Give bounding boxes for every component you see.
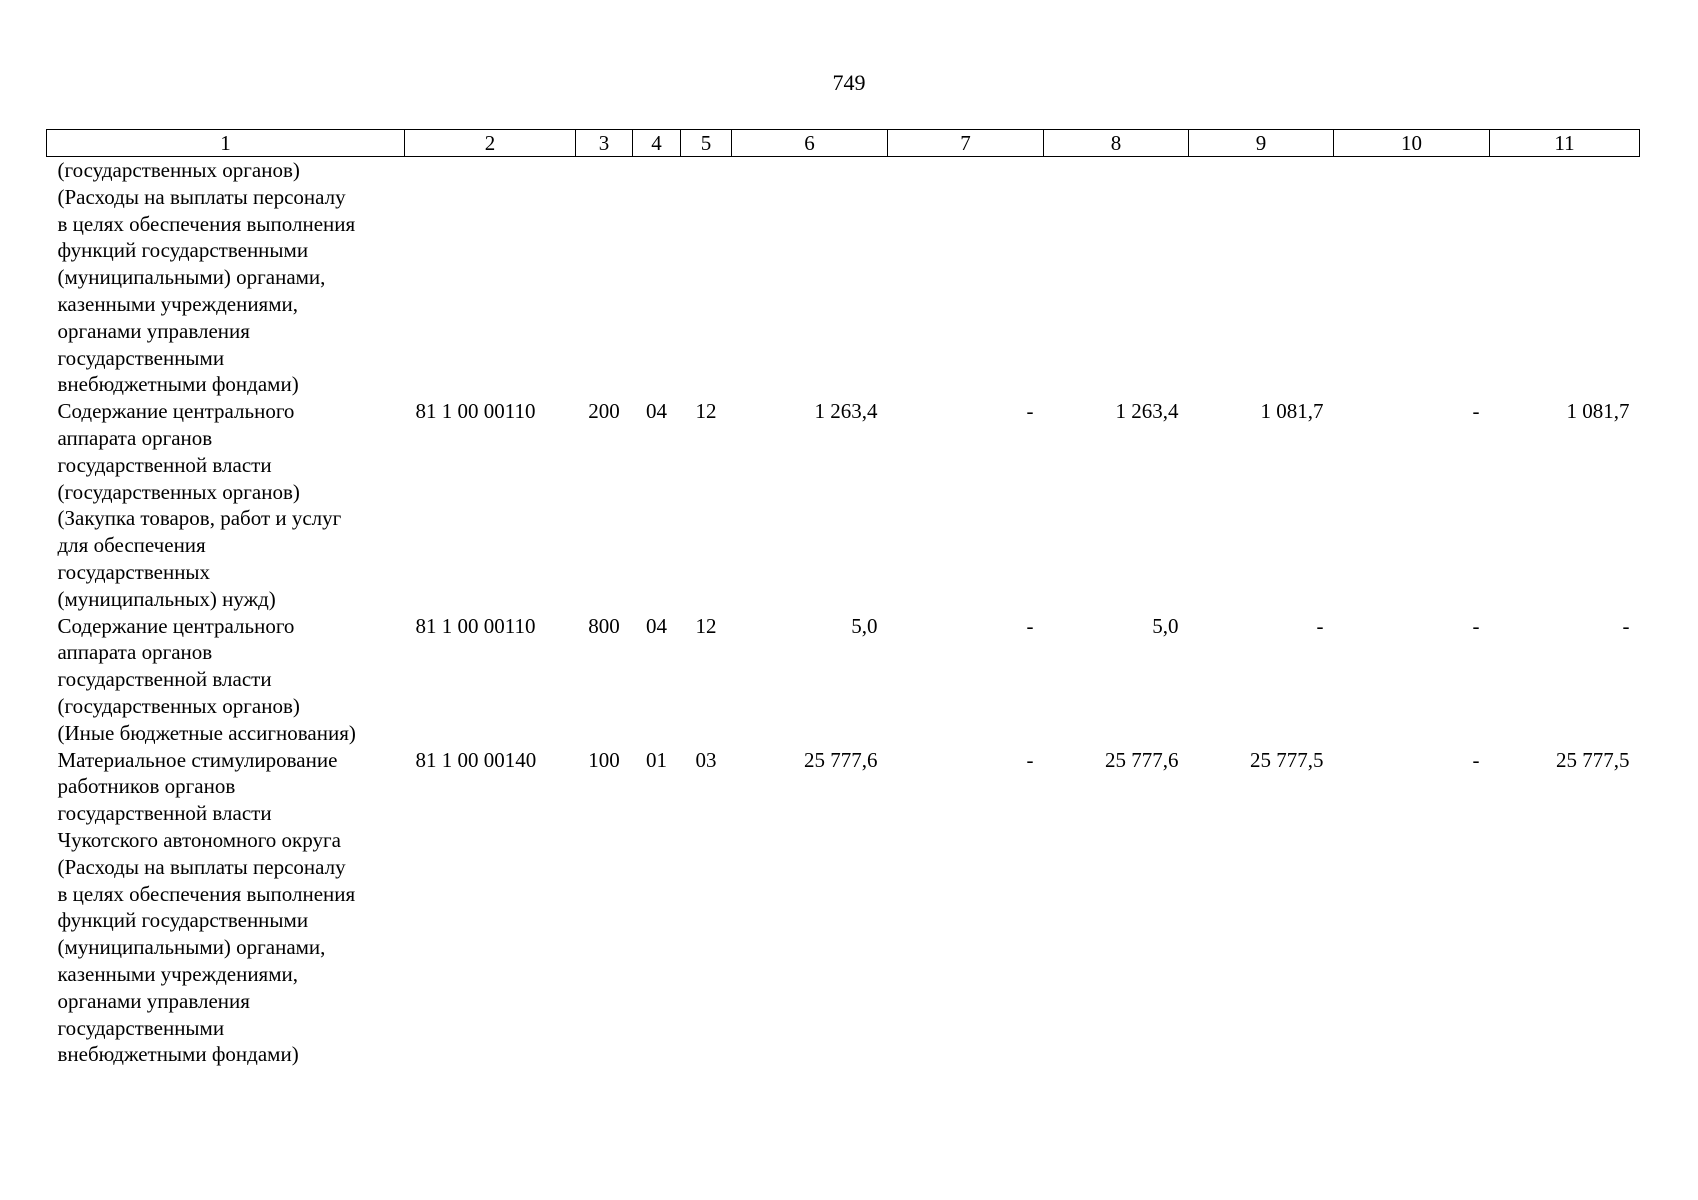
amount-cell-8: 1 263,4 [1115,399,1179,424]
budget-code-cell: 81 1 00 00110 [415,399,536,424]
amount-cell-6: 5,0 [851,613,878,638]
amount-cell-10 [1334,157,1490,399]
column-header-9: 9 [1189,130,1334,157]
page-number: 749 [832,70,866,95]
table-row [47,747,1640,1069]
description-cell [47,157,405,399]
amount-cell-7 [888,157,1044,399]
description-line: (Иные бюджетные ассигнования) [57,720,356,745]
description-line: (Расходы на выплаты персоналу [57,854,346,879]
budget-code-cell [405,157,576,399]
description-line: функций государственными [57,238,309,263]
section-cell: 04 [646,613,667,638]
budget-code-cell: 81 1 00 00140 [415,747,537,772]
amount-cell-11: - [1622,613,1630,638]
description-line: (муниципальными) органами, [57,935,326,960]
amount-cell-11: 1 081,7 [1566,399,1630,424]
description-line: Материальное стимулирование [57,747,338,772]
description-line: государственной власти [57,452,272,477]
section-cell: 04 [646,399,667,424]
description-line: казенными учреждениями, [57,291,298,316]
description-line: государственной власти [57,801,272,826]
amount-cell-9: 25 777,5 [1250,747,1324,772]
description-line: (Расходы на выплаты персоналу [57,184,346,209]
amount-cell-6 [732,157,888,399]
description-line: (государственных органов) [57,158,300,182]
column-header-4: 4 [633,130,681,157]
column-header-10: 10 [1334,130,1490,157]
amount-cell-10: - [1472,613,1480,638]
column-header-8: 8 [1044,130,1189,157]
column-header-1: 1 [47,130,405,157]
description-line: казенными учреждениями, [57,961,298,986]
amount-cell-11: 25 777,5 [1556,747,1630,772]
section-cell: 01 [646,747,667,772]
amount-cell-9: - [1316,613,1324,638]
amount-cell-6: 25 777,6 [804,747,878,772]
amount-cell-8: 5,0 [1152,613,1179,638]
description-line: аппарата органов [57,640,213,665]
description-line: внебюджетными фондами) [57,372,299,397]
header-row [47,130,1640,157]
description-line: (муниципальных) нужд) [57,586,276,611]
table-body [47,157,1640,1069]
description-line: органами управления [57,318,250,343]
amount-cell-7: - [1026,613,1034,638]
budget-table [46,129,1640,1068]
amount-cell-7: - [1026,747,1034,772]
description-line: в целях обеспечения выполнения [57,881,356,906]
description-line: Содержание центрального [57,613,295,638]
amount-cell-8 [1044,157,1189,399]
description-line: функций государственными [57,908,309,933]
column-header-2: 2 [405,130,576,157]
description-line: работников органов [57,774,236,799]
subsection-cell: 12 [695,613,717,638]
column-header-6: 6 [732,130,888,157]
description-line: государственной власти [57,667,272,692]
description-cell [47,747,405,1069]
description-line: (Закупка товаров, работ и услуг [57,506,342,531]
amount-cell-10: - [1472,399,1480,424]
amount-cell-8: 25 777,6 [1105,747,1179,772]
description-line: Содержание центрального [57,399,295,424]
subsection-cell: 12 [695,399,717,424]
expense-type-cell: 200 [588,399,620,424]
description-line: внебюджетными фондами) [57,1042,299,1067]
expense-type-cell: 800 [588,613,620,638]
section-cell [633,157,681,399]
table-row [47,398,1640,612]
description-cell [47,613,405,747]
column-header-7: 7 [888,130,1044,157]
amount-cell-9: 1 081,7 [1260,399,1324,424]
table-row [47,613,1640,747]
description-line: (государственных органов) [57,479,300,504]
amount-cell-7: - [1026,399,1034,424]
table-row [47,157,1640,399]
amount-cell-6: 1 263,4 [814,399,878,424]
description-line: в целях обеспечения выполнения [57,211,356,236]
description-line: (муниципальными) органами, [57,265,326,290]
subsection-cell [681,157,732,399]
expense-type-cell: 100 [588,747,620,772]
expense-type-cell [576,157,633,399]
description-line: Чукотского автономного округа [57,827,341,852]
description-line: государственными [57,345,225,370]
description-line: аппарата органов [57,425,213,450]
amount-cell-11 [1490,157,1640,399]
description-line: для обеспечения [57,533,206,558]
column-header-11: 11 [1490,130,1640,157]
description-line: органами управления [57,988,250,1013]
description-line: (государственных органов) [57,693,300,718]
column-header-3: 3 [576,130,633,157]
description-line: государственными [57,1015,225,1040]
amount-cell-10: - [1472,747,1480,772]
description-cell [47,398,405,612]
column-header-5: 5 [681,130,732,157]
description-line: государственных [57,559,211,584]
amount-cell-9 [1189,157,1334,399]
table-header [47,130,1640,157]
subsection-cell: 03 [695,747,717,772]
budget-code-cell: 81 1 00 00110 [415,613,536,638]
